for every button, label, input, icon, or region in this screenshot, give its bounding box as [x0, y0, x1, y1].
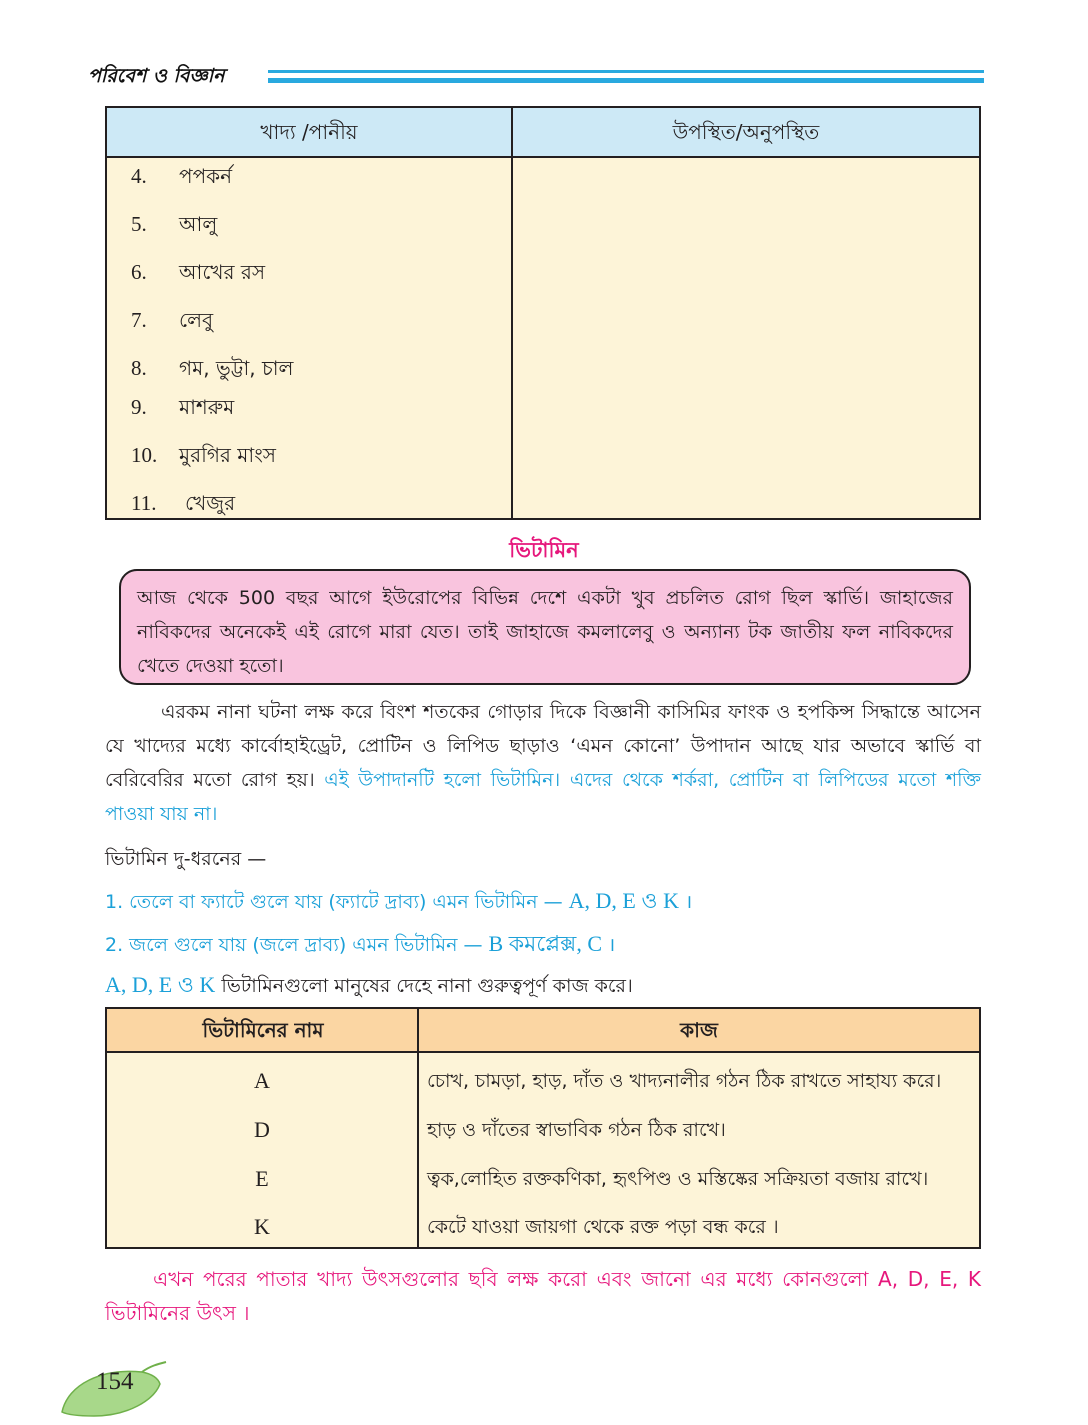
column-divider — [511, 156, 513, 518]
table-row — [107, 1203, 979, 1251]
running-header: পরিবেশ ও বিজ্ঞান — [88, 65, 225, 87]
vitamin-function: চোখ, চামড়া, হাড়, দাঁত ও খাদ্যনালীর গঠন ঠিক রাখতে সাহায্য করে। — [427, 1070, 942, 1092]
food-name: পপকর্ন — [179, 164, 233, 188]
type-water-soluble — [105, 927, 615, 964]
row-number: 5. — [131, 212, 147, 236]
vitamin-letter: A — [254, 1068, 270, 1093]
type-text: 2. জলে গুলে যায় (জলে দ্রাব্য) এমন ভিটামিন — — [105, 934, 489, 956]
history-note-box: আজ থেকে 500 বছর আগে ইউরোপের বিভিন্ন দেশে একটা খুব প্রচলিত রোগ ছিল স্কার্ভি। জাহাজের নাবিকদের অনেকেই এই রোগে মারা যেত। তাই জাহাজে কমলালেবু ও অন্যান্য টক জাতীয় ফল নাবিকদের খেতে দেওয়া হতো। — [119, 569, 971, 685]
food-name: আলু — [179, 212, 218, 236]
type-text: 1. তেলে বা ফ্যাটে গুলে যায় (ফ্যাটে দ্রাব্য) এমন ভিটামিন — — [105, 891, 569, 913]
column-header-vitamin: ভিটামিনের নাম — [202, 1018, 324, 1042]
table-row — [107, 1057, 979, 1105]
table-header — [107, 108, 979, 158]
food-name: মুরগির মাংস — [179, 443, 277, 467]
page-number: 154 — [96, 1368, 134, 1395]
vitamin-function-table — [105, 1007, 981, 1249]
row-number: 8. — [131, 356, 147, 380]
row-number: 4. — [131, 164, 147, 188]
header-rule — [268, 70, 984, 83]
paragraph-text: এরকম নানা ঘটনা লক্ষ করে বিংশ শতকের গোড়ার দিকে বিজ্ঞানী কাসিমির ফাংক ও হপকিন্স সিদ্ধান্তে আসেন যে খাদ্যের মধ্যে কার্বোহাইড্রেট, প্রোটিন ও লিপিড ছাড়াও ‘এমন কোনো’ উপাদান আছে যার অভাবে স্কার্ভি বা বেরিবেরির মতো রোগ হয়। — [105, 701, 981, 791]
table-row — [107, 1106, 979, 1154]
type-end: । — [678, 891, 693, 913]
food-name: লেবু — [179, 308, 214, 332]
food-name: মাশরুম — [179, 395, 235, 419]
type-end: । — [602, 934, 616, 956]
vitamin-letter: K — [254, 1214, 270, 1239]
body-paragraph — [105, 695, 981, 831]
vitamin-function: কেটে যাওয়া জায়গা থেকে রক্ত পড়া বন্ধ করে । — [427, 1216, 779, 1238]
column-header-food: খাদ্য /পানীয় — [107, 108, 513, 156]
row-number: 9. — [131, 395, 147, 419]
vitamin-function: হাড় ও দাঁতের স্বাভাবিক গঠন ঠিক রাখে। — [427, 1119, 726, 1141]
column-header-presence: উপস্থিত/অনুপস্থিত — [672, 120, 820, 144]
food-name: গম, ভুট্টা, চাল — [179, 356, 294, 380]
paragraph-highlight: এই উপাদানটি হলো ভিটামিন। এদের থেকে শর্করা, প্রোটিন বা লিপিডের মতো শক্তি পাওয়া যায় না। — [105, 769, 981, 825]
vitamin-letter: E — [255, 1166, 269, 1191]
line-text: ভিটামিনগুলো মানুষের দেহে নানা গুরুত্বপূর্ণ কাজ করে। — [215, 975, 633, 997]
types-intro: ভিটামিন দু-ধরনের — — [105, 848, 267, 870]
vitamin-letter: D — [254, 1117, 270, 1142]
row-number: 7. — [131, 308, 147, 332]
fat-soluble-line — [105, 968, 633, 1005]
table-row — [107, 1155, 979, 1203]
vitamin-function: ত্বক,লোহিত রক্তকণিকা, হৃৎপিণ্ড ও মস্তিষ্কের সক্রিয়তা বজায় রাখে। — [427, 1168, 929, 1190]
type-fat-soluble — [105, 884, 692, 921]
type-vitamins: A, D, E ও K — [568, 888, 679, 913]
vitamin-letters: A, D, E ও K — [105, 972, 216, 997]
food-name: খেজুর — [185, 491, 236, 515]
type-vitamins: B কমপ্লেক্স, C — [488, 931, 603, 956]
row-number: 10. — [131, 443, 158, 467]
food-presence-table — [105, 106, 981, 520]
section-title: ভিটামিন — [509, 538, 579, 562]
closing-instruction: এখন পরের পাতার খাদ্য উৎসগুলোর ছবি লক্ষ করো এবং জানো এর মধ্যে কোনগুলো A, D, E, K ভিটামিনের উৎস । — [105, 1267, 981, 1325]
row-number: 6. — [131, 260, 147, 284]
table-header — [107, 1009, 979, 1053]
column-header-function: কাজ — [680, 1018, 718, 1042]
food-name: আখের রস — [179, 260, 266, 284]
row-number: 11. — [131, 491, 157, 515]
